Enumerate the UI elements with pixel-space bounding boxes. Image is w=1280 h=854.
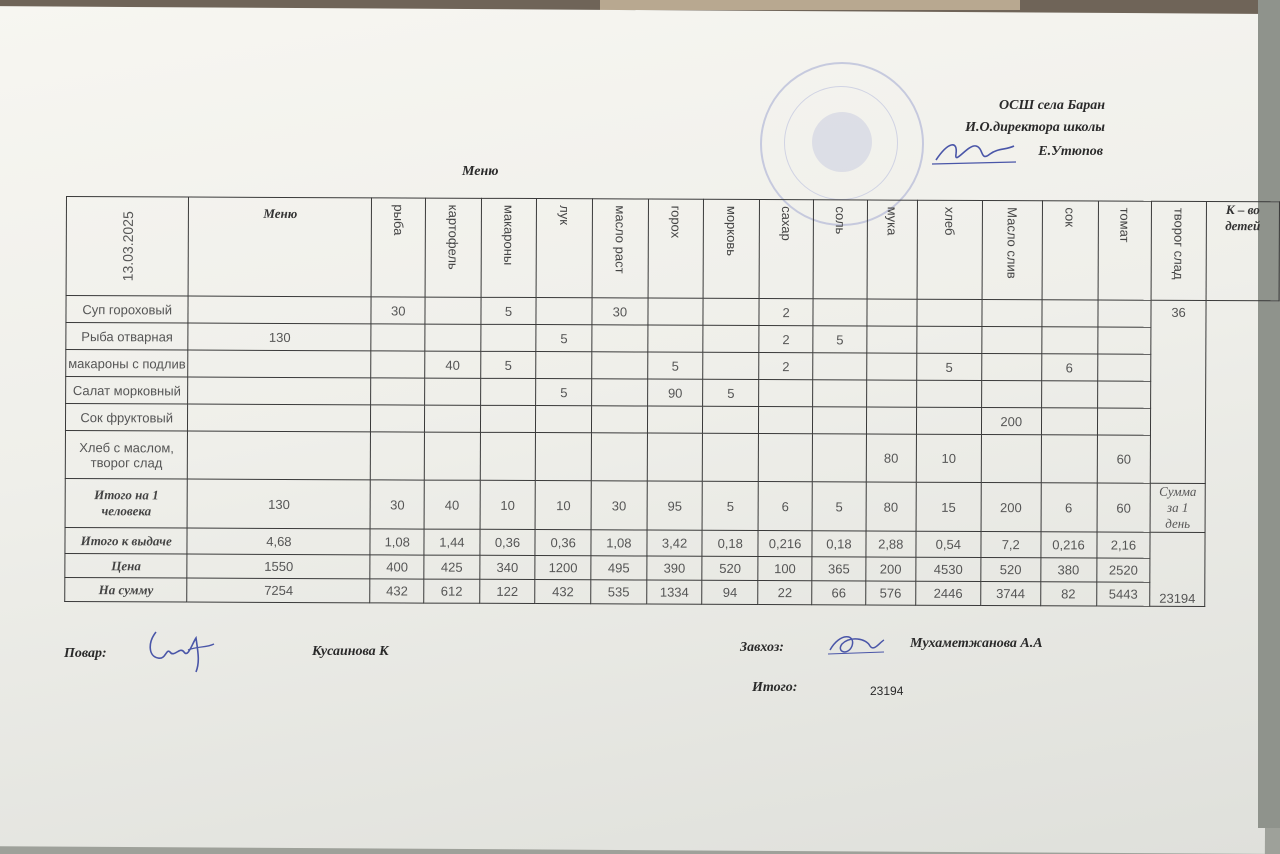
ingredient-amount [917, 326, 982, 353]
ingredient-amount [371, 324, 425, 351]
total-amount: 3,42 [647, 530, 703, 556]
total-amount: 94 [702, 580, 758, 604]
ingredient-amount [536, 406, 592, 433]
background-object [600, 0, 1020, 10]
total-amount: 10 [480, 480, 536, 529]
total-per_person-label: Итого на 1 человека [65, 478, 188, 528]
manager-signature [826, 628, 886, 662]
ingredient-amount [425, 297, 481, 324]
ingredient-amount: 2 [759, 353, 813, 380]
menu-table [64, 196, 1280, 607]
ingredient-amount [813, 380, 867, 407]
ingredient-amount [866, 407, 916, 434]
ingredient-amount [424, 432, 480, 480]
grand-total-label: Итого: [752, 680, 798, 695]
ingredient-amount [188, 377, 371, 405]
ingredient-amount: 80 [866, 434, 916, 482]
total-amount: 520 [702, 556, 758, 580]
total-amount: 7,2 [981, 531, 1041, 557]
total-per_person-row [65, 478, 1278, 532]
cook-name: Кусаинова К [312, 644, 389, 659]
ingredient-amount [480, 378, 536, 405]
column-header: масло раст [592, 199, 648, 298]
total-amount: 30 [591, 481, 647, 530]
ingredient-amount: 5 [536, 325, 592, 352]
total-amount: 60 [1097, 483, 1151, 532]
total-amount: 5 [812, 482, 866, 531]
total-amount: 535 [591, 580, 647, 604]
ingredient-amount [592, 352, 648, 379]
table-header-row [66, 197, 1279, 301]
total-amount: 2520 [1096, 558, 1150, 582]
manager-label: Завхоз: [740, 640, 784, 655]
total-amount: 0,36 [535, 530, 591, 556]
cook-label: Повар: [64, 646, 107, 661]
total-amount: 15 [916, 482, 981, 531]
sum-row [65, 577, 1278, 606]
ingredient-amount [867, 299, 917, 326]
total-amount: 100 [758, 557, 812, 581]
column-header: Масло слив [982, 200, 1042, 299]
total-amount: 520 [981, 557, 1041, 581]
total-amount: 2,16 [1096, 532, 1150, 558]
total-amount: 2,88 [866, 531, 916, 557]
ingredient-amount: 30 [592, 298, 648, 325]
total-amount: 0,36 [480, 529, 536, 555]
document-title: Меню [462, 164, 499, 179]
total-amount: 365 [812, 557, 866, 581]
total-amount: 200 [981, 482, 1041, 531]
school-name: ОСШ села Баран [999, 98, 1105, 113]
column-header: томат [1098, 201, 1152, 300]
ingredient-amount [1097, 327, 1151, 354]
ingredient-amount [188, 350, 371, 378]
total-amount: 1,08 [591, 530, 647, 556]
column-header: соль [813, 200, 867, 299]
ingredient-amount [759, 380, 813, 407]
ingredient-amount [1041, 408, 1097, 435]
ingredient-amount [867, 353, 917, 380]
total-amount: 4,68 [187, 528, 370, 555]
column-header: лук [536, 199, 592, 298]
column-header: хлеб [917, 200, 983, 299]
ingredient-amount [703, 298, 759, 325]
total-amount: 0,18 [702, 530, 758, 556]
ingredient-amount [647, 325, 703, 352]
ingredient-amount [703, 433, 759, 481]
kids-count-value: 36 [1151, 300, 1206, 483]
total-amount: 4530 [916, 557, 981, 581]
total-amount: 1550 [187, 554, 370, 579]
ingredient-amount [188, 404, 371, 432]
column-header: мука [867, 200, 917, 299]
director-signature [928, 132, 1018, 172]
column-header: сахар [759, 200, 814, 299]
total-amount: 95 [647, 481, 703, 530]
ingredient-amount [813, 353, 867, 380]
ingredient-amount [648, 298, 704, 325]
ingredient-amount [480, 432, 536, 480]
total-amount: 380 [1040, 558, 1096, 582]
ingredient-amount [982, 380, 1042, 407]
column-header: картофель [425, 198, 481, 297]
ingredient-amount [536, 352, 592, 379]
dish-name: Сок фруктовый [65, 404, 188, 432]
ingredient-amount [917, 299, 982, 326]
ingredient-amount [592, 325, 648, 352]
total-amount: 0,216 [758, 531, 812, 557]
ingredient-amount: 5 [536, 379, 592, 406]
ingredient-amount [1041, 381, 1097, 408]
total-amount: 432 [370, 579, 424, 603]
ingredient-amount [982, 299, 1042, 326]
total-amount: 612 [424, 579, 480, 603]
column-header: творог слад [1151, 201, 1206, 300]
ingredient-amount [1097, 381, 1151, 408]
total-amount: 10 [535, 481, 591, 530]
ingredient-amount [481, 324, 537, 351]
ingredient-amount [813, 299, 867, 326]
ingredient-amount [647, 406, 703, 433]
ingredient-amount [981, 434, 1041, 482]
total-amount: 5 [703, 481, 759, 530]
ingredient-amount [647, 433, 703, 481]
ingredient-amount [425, 405, 481, 432]
ingredient-amount [425, 324, 481, 351]
kids-count-header: К – во детей [1206, 201, 1280, 300]
ingredient-amount [916, 380, 981, 407]
total-amount: 80 [866, 482, 916, 531]
date-cell [66, 197, 189, 297]
ingredient-amount [982, 353, 1042, 380]
ingredient-amount [703, 406, 759, 433]
director-name: Е.Утюпов [1038, 144, 1103, 159]
column-header: рыба [371, 198, 425, 297]
total-amount: 1200 [535, 556, 591, 580]
cook-signature [140, 622, 220, 674]
ingredient-amount [592, 406, 648, 433]
price-label: Цена [65, 553, 188, 578]
total-issue-label: Итого к выдаче [65, 527, 188, 554]
ingredient-amount [371, 432, 425, 480]
column-header: макароны [481, 198, 537, 297]
ingredient-amount [1041, 327, 1097, 354]
ingredient-amount: 60 [1097, 435, 1151, 483]
ingredient-amount [371, 351, 425, 378]
ingredient-amount [592, 379, 648, 406]
ingredient-amount: 5 [703, 379, 759, 406]
daily-sum-label: Сумма за 1 день [1150, 483, 1205, 532]
ingredient-amount: 5 [813, 326, 867, 353]
ingredient-amount: 30 [371, 297, 425, 324]
total-amount: 82 [1040, 582, 1096, 606]
total-amount: 7254 [187, 578, 370, 603]
total-amount: 425 [424, 555, 480, 579]
grand-total-value: 23194 [870, 684, 904, 698]
total-amount: 495 [591, 556, 647, 580]
ingredient-amount [1097, 300, 1151, 327]
ingredient-amount [1042, 300, 1098, 327]
dish-header: Меню [188, 197, 371, 297]
ingredient-amount [759, 407, 813, 434]
total-amount: 340 [480, 555, 536, 579]
total-amount: 66 [812, 581, 866, 605]
ingredient-amount: 40 [425, 351, 481, 378]
ingredient-amount: 5 [480, 351, 536, 378]
ingredient-amount [866, 380, 916, 407]
ingredient-amount: 2 [759, 326, 813, 353]
ingredient-amount [188, 431, 371, 480]
dish-row [65, 430, 1278, 483]
column-header: сок [1042, 201, 1098, 300]
total-amount: 3744 [981, 581, 1041, 605]
director-position: И.О.директора школы [965, 120, 1105, 135]
total-amount: 30 [370, 480, 424, 529]
total-amount: 576 [866, 581, 916, 605]
ingredient-amount [425, 378, 481, 405]
ingredient-amount [536, 433, 592, 481]
dish-name: Суп гороховый [66, 296, 189, 324]
sum-label: На сумму [65, 577, 188, 602]
ingredient-amount [591, 433, 647, 481]
total-amount: 122 [479, 579, 535, 603]
dish-name: Рыба отварная [66, 323, 189, 351]
ingredient-amount [703, 352, 759, 379]
total-amount: 1,44 [424, 529, 480, 555]
ingredient-amount [371, 378, 425, 405]
total-amount: 40 [424, 480, 480, 529]
ingredient-amount [867, 326, 917, 353]
ingredient-amount [812, 434, 866, 482]
ingredient-amount: 5 [916, 353, 981, 380]
daily-sum-value: 23194 [1150, 532, 1205, 606]
column-header: морковь [704, 199, 760, 298]
total-amount: 200 [866, 557, 916, 581]
total-amount: 0,18 [812, 531, 866, 557]
dish-name: Салат морковный [66, 377, 189, 405]
ingredient-amount [188, 296, 371, 324]
ingredient-amount [1041, 435, 1097, 483]
ingredient-amount: 200 [981, 407, 1041, 434]
ingredient-amount [1097, 408, 1151, 435]
ingredient-amount: 10 [916, 434, 981, 482]
total-amount: 400 [370, 555, 424, 579]
total-amount: 6 [1041, 483, 1097, 532]
total-amount: 1,08 [370, 529, 424, 555]
dish-name: Хлеб с маслом, творог слад [65, 430, 188, 479]
ingredient-amount: 2 [759, 299, 813, 326]
ingredient-amount [758, 434, 812, 482]
total-amount: 432 [535, 580, 591, 604]
column-header: горох [648, 199, 704, 298]
ingredient-amount: 90 [647, 379, 703, 406]
ingredient-amount [916, 407, 981, 434]
manager-name: Мухаметжанова А.А [910, 636, 1043, 651]
ingredient-amount [703, 325, 759, 352]
ingredient-amount [536, 298, 592, 325]
total-amount: 130 [187, 479, 370, 529]
dish-name: макароны с подлив [66, 350, 189, 378]
total-amount: 2446 [915, 581, 980, 605]
total-amount: 1334 [646, 580, 702, 604]
total-amount: 0,216 [1040, 532, 1096, 558]
ingredient-amount [982, 326, 1042, 353]
ingredient-amount [813, 407, 867, 434]
ingredient-amount: 5 [481, 297, 537, 324]
ingredient-amount: 6 [1041, 354, 1097, 381]
ingredient-amount: 5 [647, 352, 703, 379]
ingredient-amount: 130 [188, 323, 371, 351]
ingredient-amount [1097, 354, 1151, 381]
total-amount: 6 [758, 482, 812, 531]
total-amount: 390 [647, 556, 703, 580]
menu-date: 13.03.2025 [119, 211, 136, 282]
ingredient-amount [480, 405, 536, 432]
total-amount: 5443 [1096, 582, 1150, 606]
total-amount: 22 [758, 581, 812, 605]
total-amount: 0,54 [916, 531, 981, 557]
ingredient-amount [371, 405, 425, 432]
